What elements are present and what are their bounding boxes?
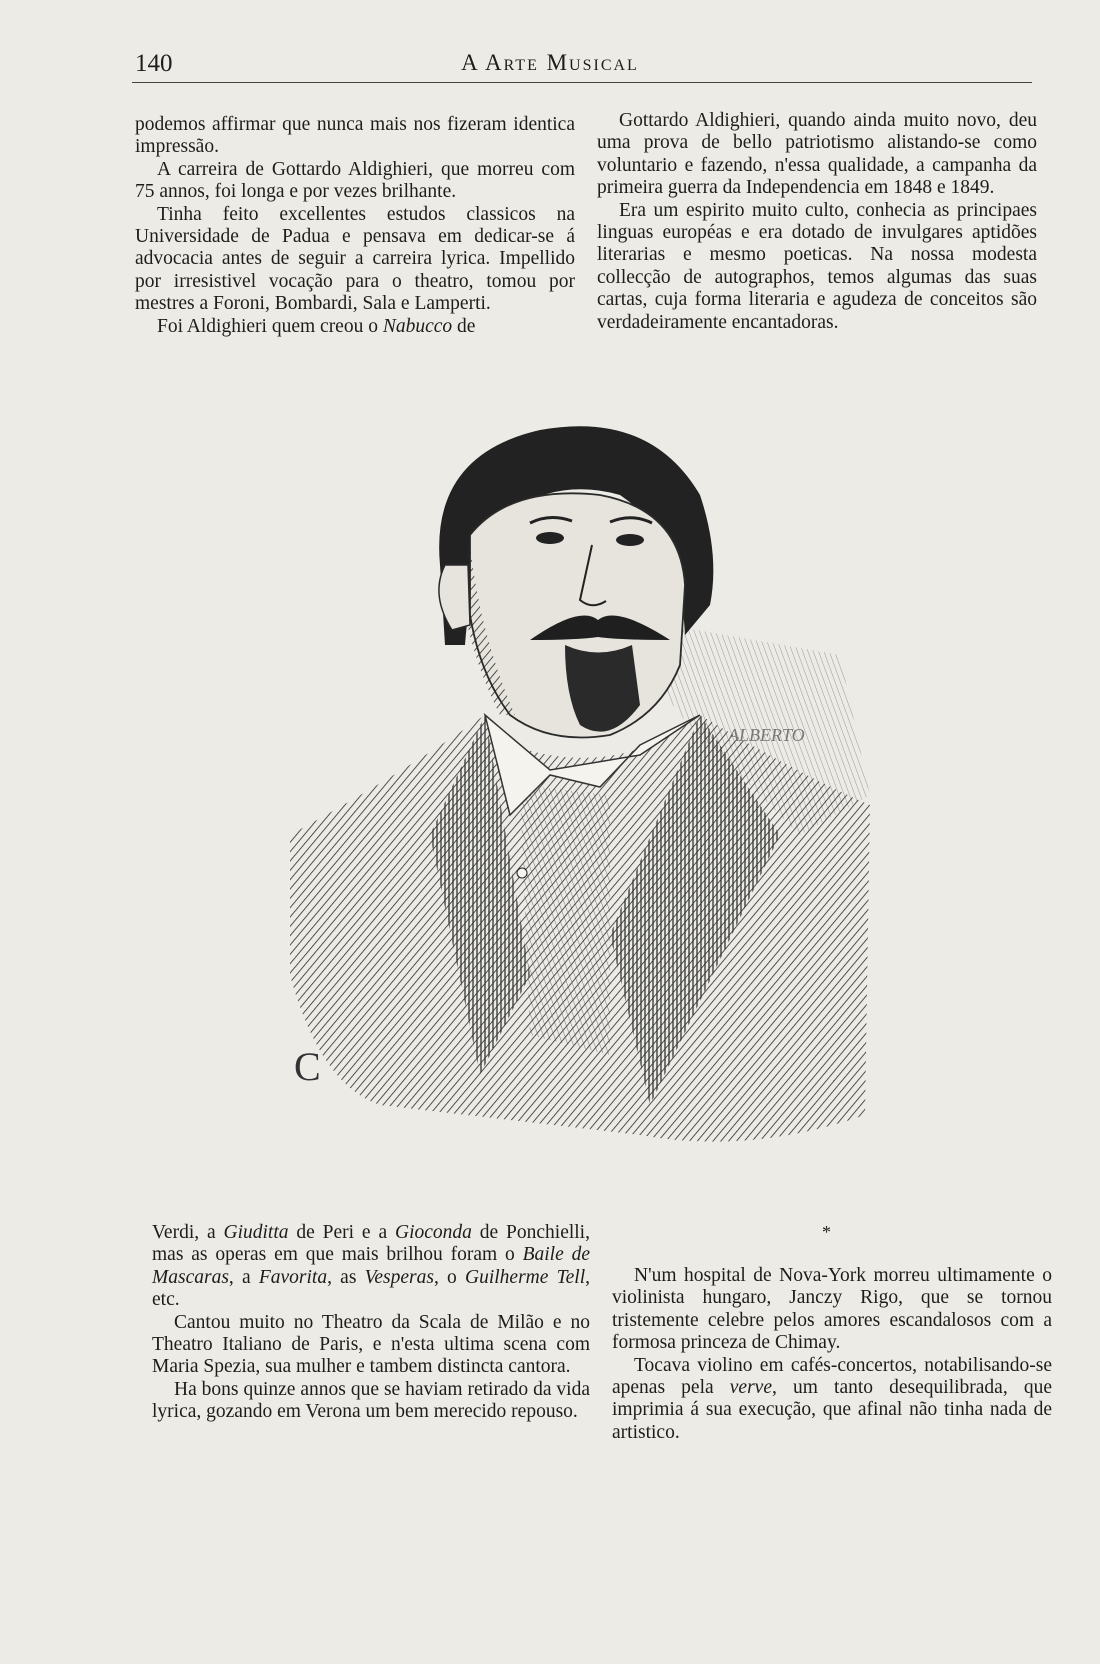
text-run: de	[452, 315, 476, 337]
header-rule	[132, 82, 1032, 83]
paragraph	[152, 1222, 590, 1312]
page-number: 140	[135, 50, 173, 77]
portrait-engraving	[280, 415, 920, 1215]
paragraph: Cantou muito no Theatro da Scala de Milão e no Theatro Italiano de Paris, e n'esta ultima scena com Maria Spezia, sua mulher e tambem distincta cantora.	[152, 1311, 590, 1378]
text-run: Tocava violino em cafés-concertos, notabilisando-se apenas pela	[612, 1354, 1052, 1399]
text-run: , as	[327, 1266, 365, 1288]
engraver-monogram: C	[294, 1044, 321, 1089]
waistcoat-button	[517, 868, 527, 878]
eye-right	[616, 534, 644, 546]
text-run: de Ponchielli, mas as operas em que mais brilhou foram o	[152, 1222, 590, 1266]
text-run: Foi Aldighieri quem creou o	[157, 315, 383, 337]
italic-title: Vesperas	[364, 1266, 434, 1288]
text-run: , a	[228, 1266, 259, 1288]
paragraph	[612, 1355, 1052, 1445]
italic-title: Baile de Mascaras	[152, 1244, 590, 1288]
text-run: , um tanto desequilibrada, que imprimia á sua execução, que afinal não tinha nada de artistico.	[612, 1377, 1052, 1443]
paragraph: podemos affirmar que nunca mais nos fizeram identica impressão.	[135, 114, 575, 158]
text-run: , o	[433, 1266, 465, 1288]
column-4	[612, 1265, 1052, 1444]
eye-left	[536, 532, 564, 544]
paragraph: Tinha feito excellentes estudos classicos na Universidade de Padua e pensava em dedicar-se á advocacia antes de seguir a carreira lyrica. Impellido por irresistivel vocação para o theatro, tomou por mestres a Foroni, Bombardi, Sala e Lamperti.	[135, 203, 575, 315]
waistcoat	[520, 785, 610, 1055]
italic-title: Guilherme Tell	[465, 1266, 586, 1288]
column-1	[135, 114, 575, 338]
italic-word: verve	[729, 1377, 772, 1399]
paragraph: Gottardo Aldighieri, quando ainda muito novo, deu uma prova de bello patriotismo alistando-se como voluntario e fazendo, n'essa qualidade, a campanha da primeira guerra da Independencia em 1848 e 1849.	[597, 110, 1037, 199]
italic-title: Favorita	[258, 1266, 328, 1288]
text-run: , etc.	[152, 1266, 591, 1311]
italic-title: Giuditta	[223, 1222, 289, 1243]
paragraph: N'um hospital de Nova-York morreu ultimamente o violinista hungaro, Janczy Rigo, que se tornou tristemente celebre pelos amores escandalosos com a formosa princeza de Chimay.	[612, 1265, 1052, 1354]
paragraph	[135, 316, 575, 338]
paragraph: Era um espirito muito culto, conhecia as principaes linguas européas e era dotado de invulgares aptidões literarias e mesmo poeticas. Na nossa modesta collecção de autographos, temos algumas das suas cartas, cuja forma literaria e agudeza de conceitos são verdadeiramente encantadoras.	[597, 199, 1037, 333]
italic-title: Nabucco	[382, 315, 453, 337]
text-run: Verdi, a	[152, 1222, 224, 1243]
paragraph: A carreira de Gottardo Aldighieri, que morreu com 75 annos, foi longa e por vezes brilhante.	[135, 158, 575, 203]
text-run: de Peri e a	[288, 1222, 395, 1243]
section-separator: *	[822, 1222, 831, 1242]
italic-title: Gioconda	[394, 1222, 472, 1243]
artist-signature: ALBERTO	[728, 725, 805, 745]
paragraph: Ha bons quinze annos que se haviam retirado da vida lyrica, gozando em Verona um bem merecido repouso.	[152, 1378, 590, 1423]
column-3	[152, 1222, 590, 1424]
column-2	[597, 110, 1037, 334]
running-title: A Arte Musical	[461, 50, 639, 75]
